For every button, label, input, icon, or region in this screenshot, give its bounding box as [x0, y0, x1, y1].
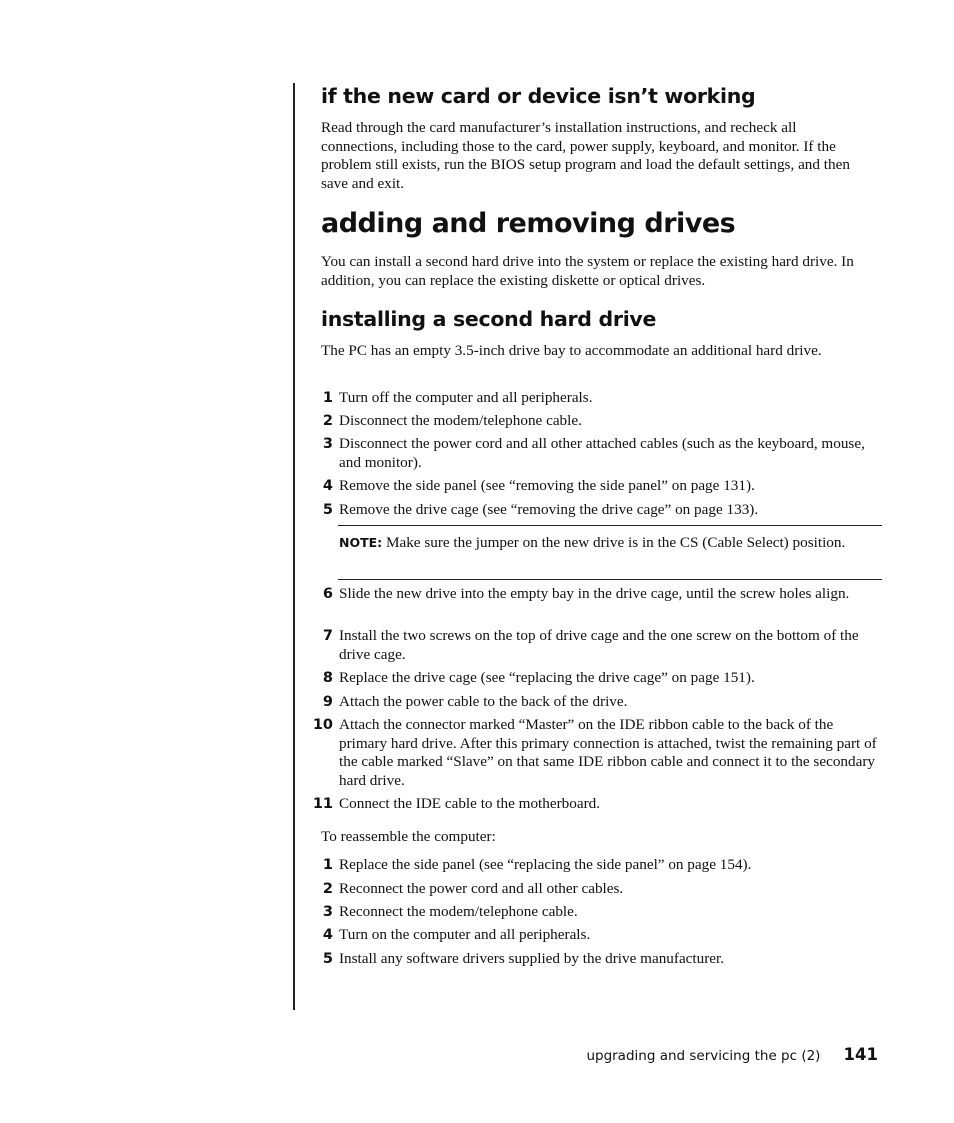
step-text: Attach the power cable to the back of the drive.	[339, 693, 628, 710]
note-label: NOTE:	[339, 535, 383, 550]
step-number: 6	[322, 586, 333, 602]
paragraph-second-drive-intro: The PC has an empty 3.5-inch drive bay to accommodate an additional hard drive.	[321, 342, 822, 359]
paragraph-card-not-working: Read through the card manufacturer’s installation instructions, and recheck all connections, including those to the card, power supply, keyboard, and monitor. If the problem still exists, run the BIOS setup program and load the default settings, and then save and exit.	[321, 119, 850, 192]
step-number: 11	[312, 796, 333, 812]
note-bottom-rule	[338, 579, 882, 580]
step-number: 5	[322, 502, 333, 518]
step-text: Disconnect the power cord and all other attached cables (such as the keyboard, mouse, and monitor).	[339, 435, 865, 471]
footer-page-number: 141	[843, 1045, 878, 1064]
step-text: Remove the drive cage (see “removing the drive cage” on page 133).	[339, 501, 759, 518]
paragraph-reassemble-intro: To reassemble the computer:	[321, 828, 496, 845]
step-number: 3	[322, 904, 333, 920]
step-number: 5	[322, 951, 333, 967]
step-number: 4	[322, 927, 333, 943]
step-text: Reconnect the power cord and all other cables.	[339, 880, 624, 897]
step-number: 1	[322, 390, 333, 406]
step-number: 2	[322, 413, 333, 429]
note-box	[339, 534, 869, 553]
step-text: Turn on the computer and all peripherals.	[339, 926, 591, 943]
step-text: Replace the side panel (see “replacing the side panel” on page 154).	[339, 856, 752, 873]
note-text: Make sure the jumper on the new drive is in the CS (Cable Select) position.	[385, 534, 846, 551]
page-footer	[586, 1045, 878, 1064]
step-text: Disconnect the modem/telephone cable.	[339, 412, 582, 429]
step-number: 8	[322, 670, 333, 686]
step-text: Slide the new drive into the empty bay in the drive cage, until the screw holes align.	[339, 585, 850, 602]
section-heading-card-not-working: if the new card or device isn’t working	[321, 84, 756, 108]
paragraph-drives-intro: You can install a second hard drive into the system or replace the existing hard drive. In addition, you can replace the existing diskette or optical drives.	[321, 253, 854, 289]
step-text: Remove the side panel (see “removing the side panel” on page 131).	[339, 477, 755, 494]
step-number: 7	[322, 628, 333, 644]
step-number: 2	[322, 881, 333, 897]
margin-rule	[293, 83, 295, 1010]
step-text: Replace the drive cage (see “replacing the drive cage” on page 151).	[339, 669, 755, 686]
step-number: 3	[322, 436, 333, 452]
step-text: Turn off the computer and all peripherals.	[339, 389, 593, 406]
step-number: 10	[312, 717, 333, 733]
step-text: Connect the IDE cable to the motherboard.	[339, 795, 601, 812]
step-text: Install any software drivers supplied by the drive manufacturer.	[339, 950, 725, 967]
section-heading-second-hard-drive: installing a second hard drive	[321, 307, 657, 331]
step-number: 9	[322, 694, 333, 710]
step-text: Reconnect the modem/telephone cable.	[339, 903, 578, 920]
step-number: 1	[322, 857, 333, 873]
step-number: 4	[322, 478, 333, 494]
step-text: Attach the connector marked “Master” on the IDE ribbon cable to the back of the primary hard drive. After this primary connection is attached, twist the remaining part of the cable marked “Slave” on that same IDE ribbon cable and connect it to the secondary hard drive.	[339, 716, 877, 789]
note-top-rule	[338, 525, 882, 526]
chapter-heading-drives: adding and removing drives	[321, 208, 736, 239]
footer-chapter-title: upgrading and servicing the pc (2)	[586, 1048, 821, 1064]
step-text: Install the two screws on the top of drive cage and the one screw on the bottom of the drive cage.	[339, 627, 859, 663]
